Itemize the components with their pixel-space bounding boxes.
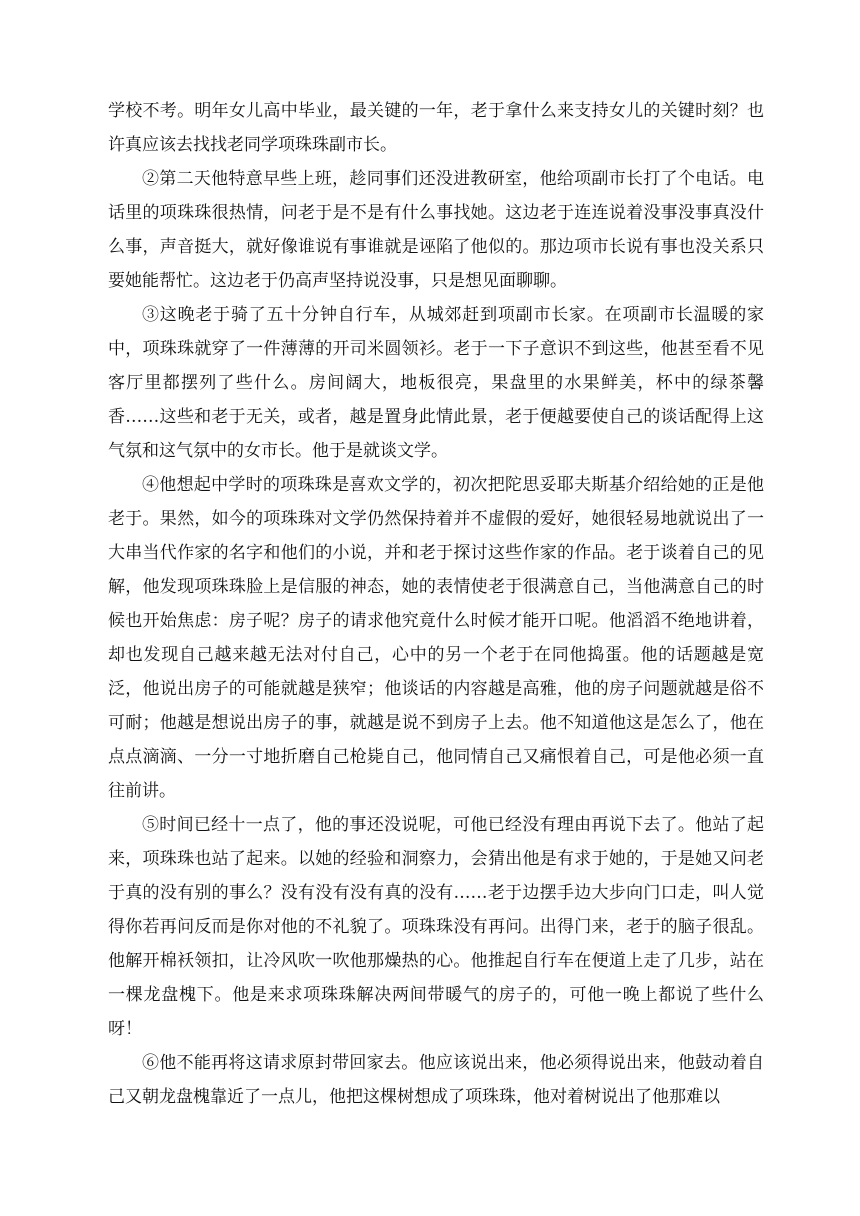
paragraph-6: ⑥他不能再将这请求原封带回家去。他应该说出来，他必须得说出来，他鼓动着自己又朝龙盘槐靠近了一点儿，他把这棵树想成了项珠珠，他对着树说出了他那难以 bbox=[108, 1053, 764, 1107]
paragraph-5: ⑤时间已经十一点了，他的事还没说呢，可他已经没有理由再说下去了。他站了起来，项珠珠也站了起来。以她的经验和洞察力，会猜出他是有求于她的，于是她又问老于真的没有别的事么？没有没有没有真的没有……老于边摆手边大步向门口走，叫人觉得你若再问反而是你对他的不礼貌了。项珠珠没有再问。出得门来，老于的脑子很乱。他解开棉袄领扣，让冷风吹一吹他那燥热的心。他推起自行车在便道上走了几步，站在一棵龙盘槐下。他是来求项珠珠解决两间带暖气的房子的，可他一晚上都说了些什么呀！ bbox=[108, 815, 764, 1039]
paragraph-continuation: 学校不考。明年女儿高中毕业，最关键的一年，老于拿什么来支持女儿的关键时刻？也许真应该去找找老同学项珠珠副市长。 bbox=[108, 101, 764, 155]
document-page bbox=[108, 94, 764, 1114]
paragraph-4: ④他想起中学时的项珠珠是喜欢文学的，初次把陀思妥耶夫斯基介绍给她的正是他老于。果然，如今的项珠珠对文学仍然保持着并不虚假的爱好，她很轻易地就说出了一大串当代作家的名字和他们的小说，并和老于探讨这些作家的作品。老于谈着自己的见解，他发现项珠珠脸上是信服的神态，她的表情使老于很满意自己，当他满意自己的时候也开始焦虑：房子呢？房子的请求他究竟什么时候才能开口呢。他滔滔不绝地讲着，却也发现自己越来越无法对付自己，心中的另一个老于在同他捣蛋。他的话题越是宽泛，他说出房子的可能就越是狭窄；他谈话的内容越是高雅，他的房子问题就越是俗不可耐；他越是想说出房子的事，就越是说不到房子上去。他不知道他这是怎么了，他在点点滴滴、一分一寸地折磨自己枪毙自己，他同情自己又痛恨着自己，可是他必须一直往前讲。 bbox=[108, 475, 764, 801]
paragraph-3: ③这晚老于骑了五十分钟自行车，从城郊赶到项副市长家。在项副市长温暖的家中，项珠珠就穿了一件薄薄的开司米圆领衫。老于一下子意识不到这些，他甚至看不见客厅里都摆列了些什么。房间阔大，地板很亮，果盘里的水果鲜美，杯中的绿茶馨香……这些和老于无关，或者，越是置身此情此景，老于便越要使自己的谈话配得上这气氛和这气氛中的女市长。他于是就谈文学。 bbox=[108, 305, 764, 461]
paragraph-2: ②第二天他特意早些上班，趁同事们还没进教研室，他给项副市长打了个电话。电话里的项珠珠很热情，问老于是不是有什么事找她。这边老于连连说着没事没事真没什么事，声音挺大，就好像谁说有事谁就是诬陷了他似的。那边项市长说有事也没关系只要她能帮忙。这边老于仍高声坚持说没事，只是想见面聊聊。 bbox=[108, 169, 764, 291]
